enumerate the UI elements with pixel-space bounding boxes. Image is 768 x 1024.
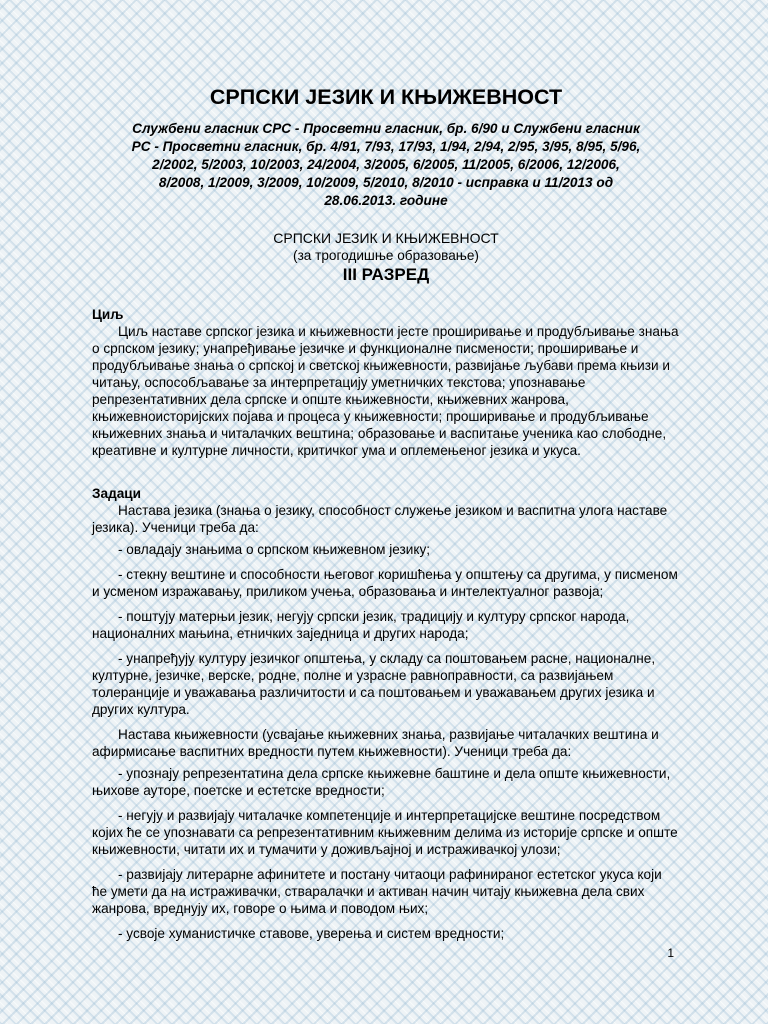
gazette-line: 2/2002, 5/2003, 10/2003, 24/2004, 3/2005, 6/2005, 11/2005, 6/2006, 12/2006, [152, 157, 620, 172]
literature-item: - упознају репрезентатина дела српске књижевне баштине и дела опште књижевности, њихове ауторе, поетске и естетске вредности; [92, 766, 671, 798]
education-note: (за трогодишње образовање) [293, 248, 479, 263]
goal-text: Циљ наставе српског језика и књижевности јесте проширивање и продубљивање знања о српском језику; унапређивање језичке и функционалне писмености; проширивање и продубљивање знања о српској и светској књижевности, развијање љубави према књизи и читању, оспособљавање за интерпретацију уметничких текстова; упознавање репрезентативних дела српске и опште књижевности, књижевних жанрова, књижевноисторијских појава и процеса у књижевности; проширивање и продубљивање књижевних знања и читалачких вештина; образовање и васпитање ученика као слободне, креативне и културне личности, критичког ума и оплемењеног језика и укуса. [92, 324, 679, 458]
language-intro: Настава језика (знања о језику, способност служење језиком и васпитна улога наставе језика). Ученици треба да: [92, 503, 668, 535]
page-number: 1 [667, 946, 674, 960]
tasks-heading: Задаци [92, 486, 141, 501]
subject-subtitle: СРПСКИ ЈЕЗИК И КЊИЖЕВНОСТ [273, 230, 499, 246]
language-item: - поштују матерњи језик, негују српски језик, традицију и културу српског народа, националних мањина, етничких заједница и других народа; [92, 609, 630, 641]
gazette-line: РС - Просветни гласник, бр. 4/91, 7/93, 17/93, 1/94, 2/94, 2/95, 3/95, 8/95, 5/96, [131, 139, 641, 154]
section-spacer [92, 459, 680, 485]
gazette-reference [92, 120, 680, 210]
language-item: - овладају знањима о српском књижевном језику; [118, 542, 431, 557]
document-page [92, 84, 680, 942]
document-title: СРПСКИ ЈЕЗИК И КЊИЖЕВНОСТ [209, 85, 563, 109]
gazette-line: 8/2008, 1/2009, 3/2009, 10/2009, 5/2010, 8/2010 - исправка и 11/2013 од [158, 175, 614, 190]
goal-heading: Циљ [92, 307, 124, 322]
literature-item: - негују и развијају читалачке компетенције и интерпретацијске вештине посредством којих ће се упознавати са репрезентативним књижевним делима из историје српске и опште књижевности, читати их и тумачити у доживљајној и истраживачкој улози; [92, 808, 678, 857]
gazette-line: Службени гласник СРС - Просветни гласник, бр. 6/90 и Службени гласник [132, 121, 640, 136]
literature-intro: Настава књижевности (усвајање књижевних знања, развијање читалачких вештина и афирмисање васпитних вредности путем књижевности). Ученици треба да: [92, 727, 659, 759]
literature-item: - развијају литерарне афинитете и постану читаоци рафинираног естетског укуса који ће умети да на истраживачки, стваралачки и активан начин читају књижевна дела свих жанрова, вреднују их, говоре о њима и поводом њих; [92, 867, 662, 916]
language-item: - стекну вештине и способности његовог коришћења у општењу са другима, у писменом и усменом изражавању, приликом учења, образовања и интелектуалног развоја; [92, 567, 678, 599]
gazette-line: 28.06.2013. године [324, 193, 448, 208]
language-item: - унапређују културу језичког општења, у складу са поштовањем расне, националне, културне, језичке, верске, родне, полне и узрасне равноправности, са развијањем толеранције и уважавања различитости и са поштовањем и уважавањем других језика и других култура. [92, 651, 656, 717]
literature-item: - усвоје хуманистичке ставове, уверења и систем вредности; [118, 926, 505, 941]
grade-heading: III РАЗРЕД [342, 265, 430, 284]
